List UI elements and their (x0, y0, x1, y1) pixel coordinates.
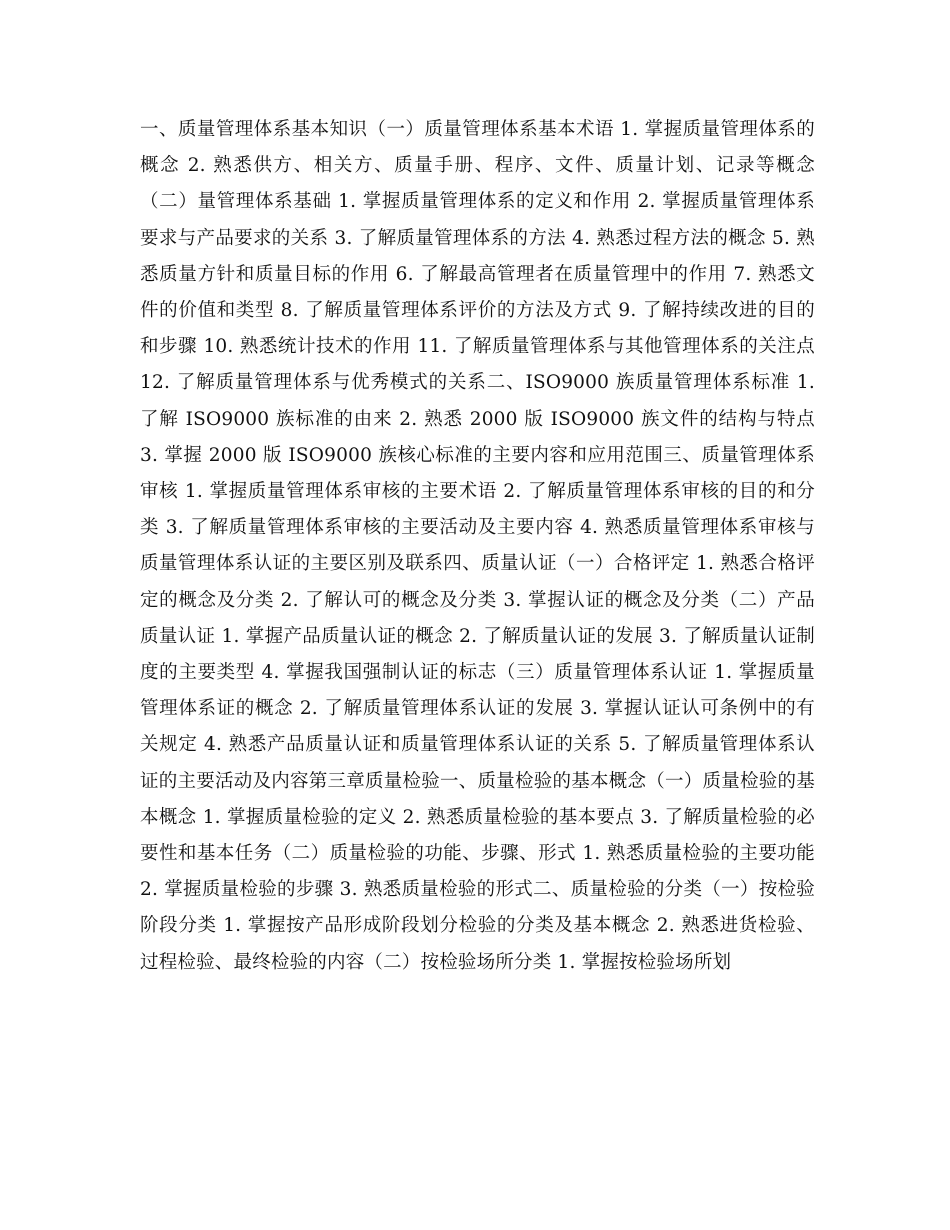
body-paragraph: 一、质量管理体系基本知识（一）质量管理体系基本术语 1. 掌握质量管理体系的概念 2. 熟悉供方、相关方、质量手册、程序、文件、质量计划、记录等概念（二）量管理体系基础 1. 掌握质量管理体系的定义和作用 2. 掌握质量管理体系要求与产品要求的关系 3. 了解质量管理体系的方法 4. 熟悉过程方法的概念 5. 熟悉质量方针和质量目标的作用 6. 了解最高管理者在质量管理中的作用 7. 熟悉文件的价值和类型 8. 了解质量管理体系评价的方法及方式 9. 了解持续改进的目的和步骤 10. 熟悉统计技术的作用 11. 了解质量管理体系与其他管理体系的关注点 12. 了解质量管理体系与优秀模式的关系二、ISO9000 族质量管理体系标准 1. 了解 ISO9000 族标准的由来 2. 熟悉 2000 版 ISO9000 族文件的结构与特点 3. 掌握 2000 版 ISO9000 族核心标准的主要内容和应用范围三、质量管理体系审核 1. 掌握质量管理体系审核的主要术语 2. 了解质量管理体系审核的目的和分类 3. 了解质量管理体系审核的主要活动及主要内容 4. 熟悉质量管理体系审核与质量管理体系认证的主要区别及联系四、质量认证（一）合格评定 1. 熟悉合格评定的概念及分类 2. 了解认可的概念及分类 3. 掌握认证的概念及分类（二）产品质量认证 1. 掌握产品质量认证的概念 2. 了解质量认证的发展 3. 了解质量认证制度的主要类型 4. 掌握我国强制认证的标志（三）质量管理体系认证 1. 掌握质量管理体系证的概念 2. 了解质量管理体系认证的发展 3. 掌握认证认可条例中的有关规定 4. 熟悉产品质量认证和质量管理体系认证的关系 5. 了解质量管理体系认证的主要活动及内容第三章质量检验一、质量检验的基本概念（一）质量检验的基本概念 1. 掌握质量检验的定义 2. 熟悉质量检验的基本要点 3. 了解质量检验的必要性和基本任务（二）质量检验的功能、步骤、形式 1. 熟悉质量检验的主要功能 2. 掌握质量检验的步骤 3. 熟悉质量检验的形式二、质量检验的分类（一）按检验阶段分类 1. 掌握按产品形成阶段划分检验的分类及基本概念 2. 熟悉进货检验、过程检验、最终检验的内容（二）按检验场所分类 1. 掌握按检验场所划 (140, 119, 815, 973)
